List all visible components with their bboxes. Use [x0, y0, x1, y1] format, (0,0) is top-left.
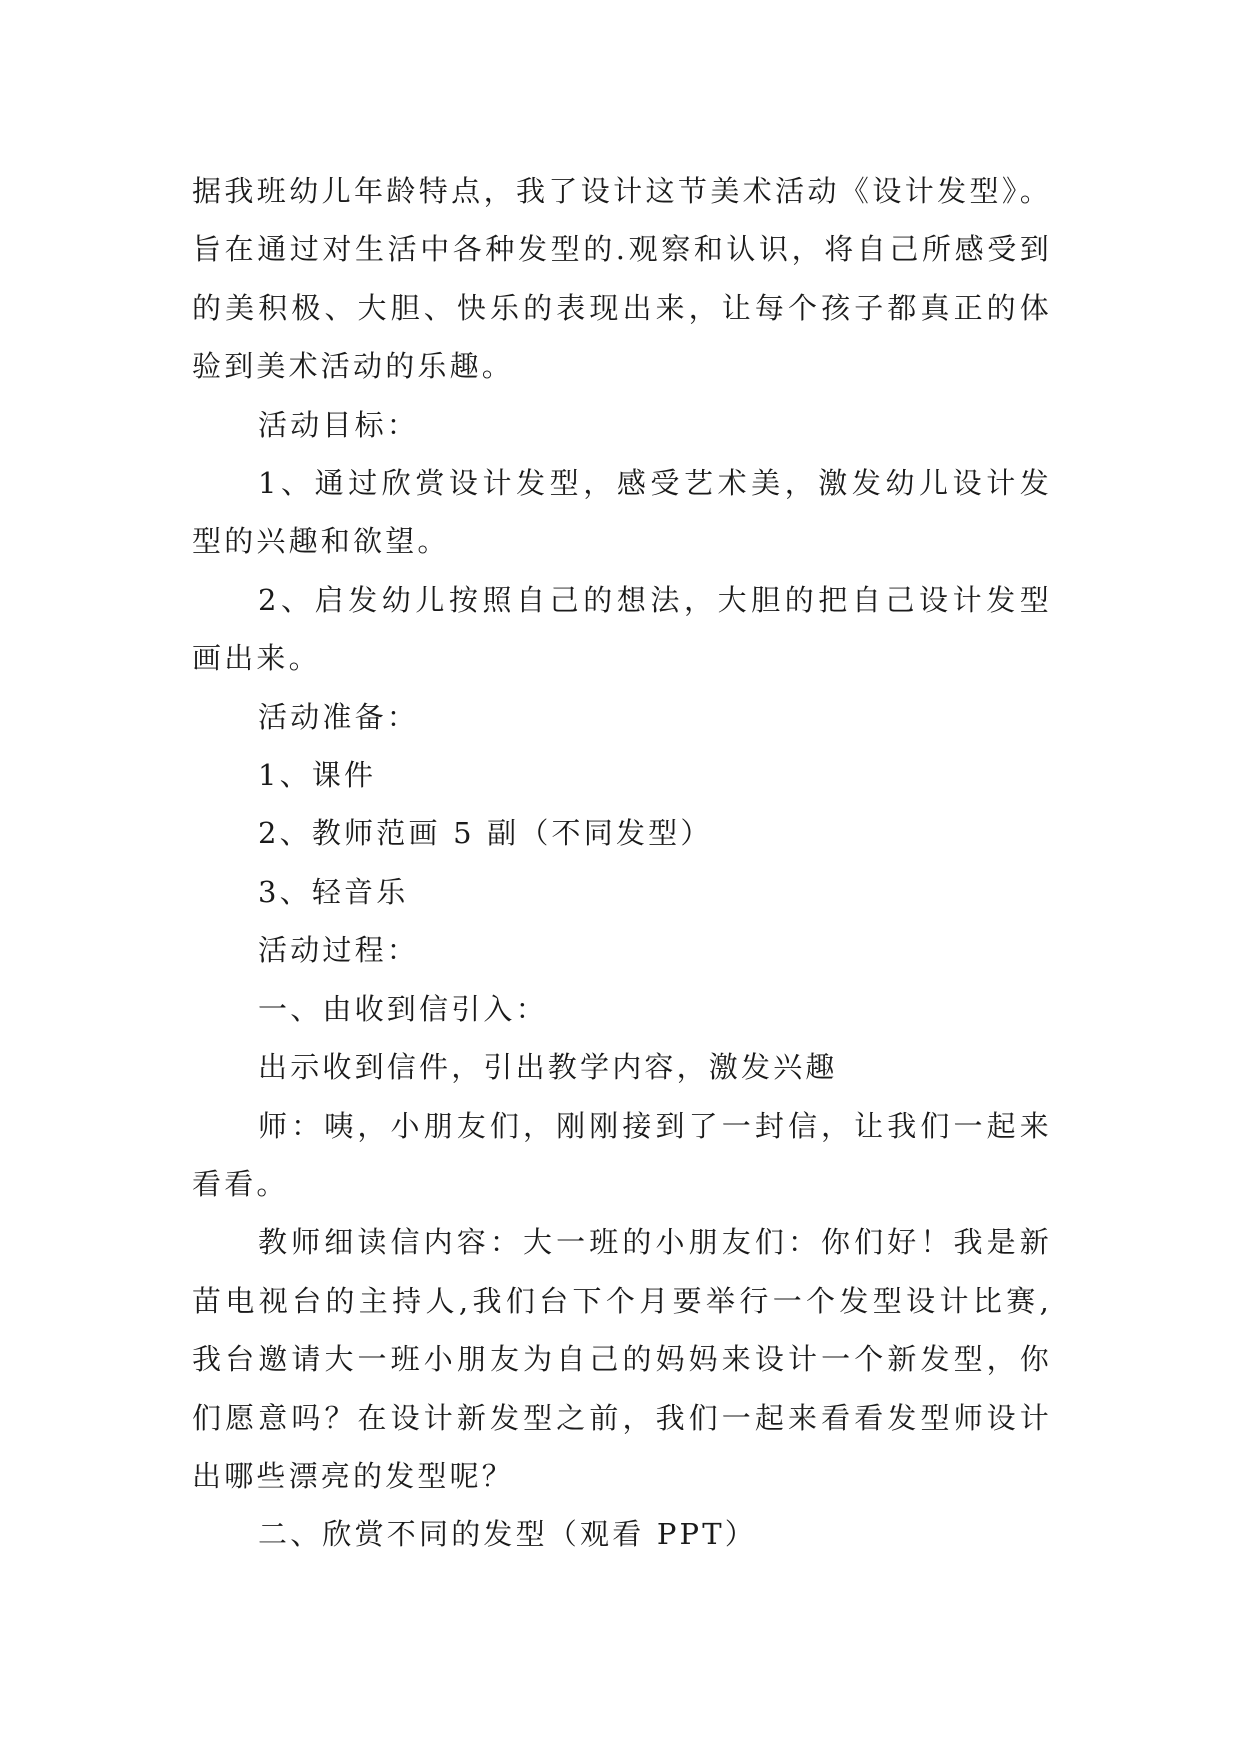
heading-activity-process: 活动过程： — [258, 933, 420, 968]
preparation-item-1: 1、课件 — [258, 758, 377, 793]
heading-activity-goals: 活动目标： — [258, 407, 420, 442]
process-step-1-detail: 出示收到信件，引出教学内容，激发兴趣 — [258, 1050, 838, 1085]
teacher-dialogue: 师：咦，小朋友们，刚刚接到了一封信，让我们一起来看看。 — [192, 1108, 1052, 1201]
letter-content: 教师细读信内容：大一班的小朋友们：你们好！我是新苗电视台的主持人,我们台下个月要举行一个发型设计比赛,我台邀请大一班小朋友为自己的妈妈来设计一个新发型，你们愿意吗？在设计新发型之前，我们一起来看看发型师设计出哪些漂亮的发型呢？ — [192, 1225, 1052, 1493]
preparation-item-2: 2、教师范画 5 副（不同发型） — [258, 816, 713, 851]
heading-activity-preparation: 活动准备： — [258, 699, 420, 734]
document-page — [192, 162, 1052, 1564]
goal-item-1: 1、通过欣赏设计发型，感受艺术美，激发幼儿设计发型的兴趣和欲望。 — [192, 466, 1052, 559]
paragraph-intro: 据我班幼儿年龄特点，我了设计这节美术活动《设计发型》。旨在通过对生活中各种发型的.观察和认识，将自己所感受到的美积极、大胆、快乐的表现出来，让每个孩子都真正的体验到美术活动的乐趣。 — [192, 174, 1052, 384]
preparation-item-3: 3、轻音乐 — [258, 874, 409, 909]
process-step-1-heading: 一、由收到信引入： — [258, 991, 548, 1026]
process-step-2-heading: 二、欣赏不同的发型（观看 PPT） — [258, 1517, 757, 1552]
goal-item-2: 2、启发幼儿按照自己的想法，大胆的把自己设计发型画出来。 — [192, 582, 1052, 676]
